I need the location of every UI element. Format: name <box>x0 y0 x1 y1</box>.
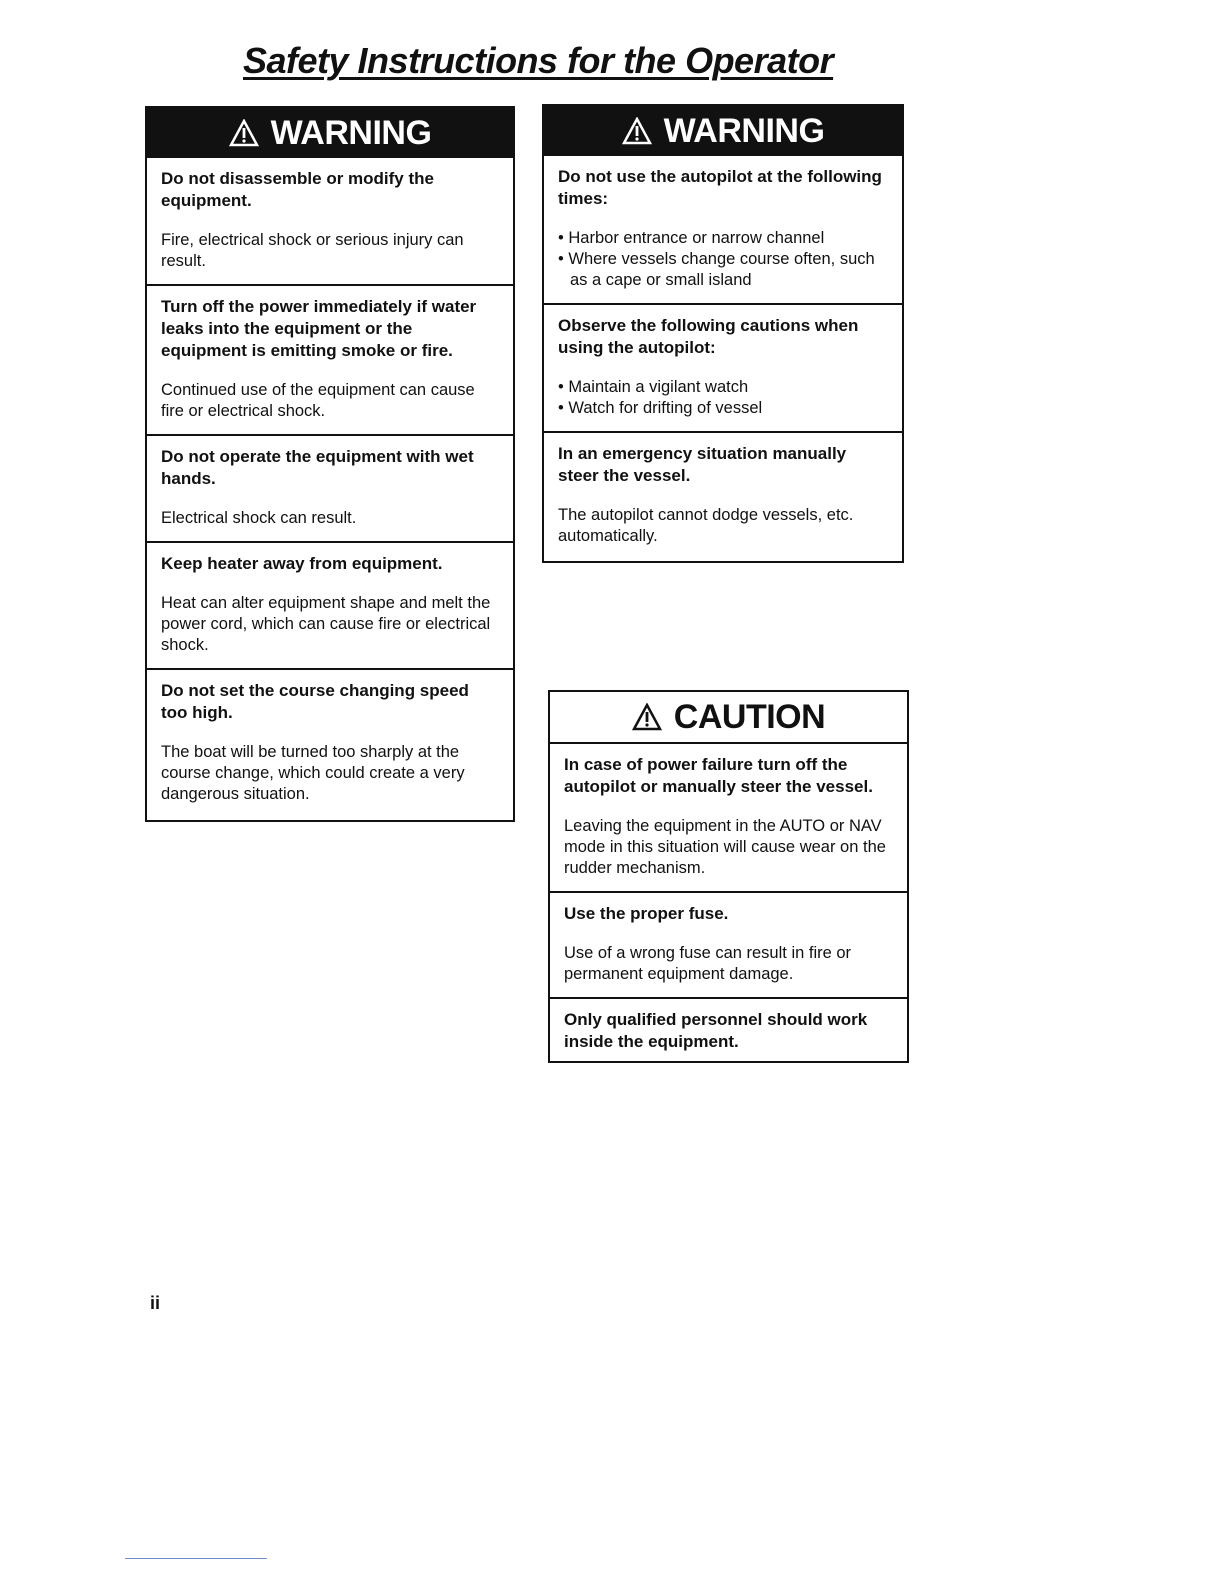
caution-panel <box>548 690 909 1063</box>
right-warning-label: WARNING <box>663 111 825 150</box>
bullet-item: • Harbor entrance or narrow channel <box>558 228 888 249</box>
caution-item <box>550 997 907 1065</box>
warning-item-title: Observe the following cautions when using the autopilot: <box>558 316 859 357</box>
page-title: Safety Instructions for the Operator <box>243 40 834 81</box>
warning-item <box>147 284 513 434</box>
caution-item-title: In case of power failure turn off the autopilot or manually steer the vessel. <box>564 755 873 796</box>
warning-item-title: Do not disassemble or modify the equipment. <box>161 169 434 210</box>
bullet-item: • Maintain a vigilant watch <box>558 377 888 398</box>
warning-item <box>147 434 513 541</box>
warning-item-title: Turn off the power immediately if water leaks into the equipment or the equipment is emitting smoke or fire. <box>161 297 477 360</box>
warning-item-body: Electrical shock can result. <box>161 509 357 527</box>
warning-item <box>544 431 902 559</box>
warning-item-title: In an emergency situation manually steer the vessel. <box>558 444 847 485</box>
warning-item-body: Continued use of the equipment can cause fire or electrical shock. <box>161 381 475 420</box>
warning-item-title: Do not set the course changing speed too high. <box>161 681 469 722</box>
caution-item-title: Use the proper fuse. <box>564 904 729 923</box>
left-warning-header <box>147 108 513 158</box>
warning-item-body: Fire, electrical shock or serious injury can result. <box>161 231 464 270</box>
left-warning-label: WARNING <box>270 113 432 152</box>
caution-item <box>550 744 907 891</box>
warning-item-title: Do not use the autopilot at the following times: <box>558 167 882 208</box>
right-warning-header <box>544 106 902 156</box>
warning-item-body <box>558 377 888 419</box>
warning-item-body: The boat will be turned too sharply at the course change, which could create a very dangerous situation. <box>161 743 465 803</box>
right-warning-panel <box>542 104 904 563</box>
footer-rule <box>125 1558 267 1559</box>
warning-triangle-icon <box>622 117 652 145</box>
warning-item-title: Keep heater away from equipment. <box>161 554 443 573</box>
page-number: ii <box>150 1293 161 1313</box>
caution-header <box>550 692 907 744</box>
warning-item-body: The autopilot cannot dodge vessels, etc. automatically. <box>558 506 854 545</box>
warning-item-body: Heat can alter equipment shape and melt the power cord, which can cause fire or electrical shock. <box>161 594 491 654</box>
warning-item <box>147 541 513 668</box>
warning-item-title: Do not operate the equipment with wet hands. <box>161 447 474 488</box>
caution-triangle-icon <box>632 703 662 731</box>
caution-item-body: Leaving the equipment in the AUTO or NAV mode in this situation will cause wear on the rudder mechanism. <box>564 817 886 877</box>
caution-item-body: Use of a wrong fuse can result in fire or permanent equipment damage. <box>564 944 852 983</box>
caution-item-title: Only qualified personnel should work inside the equipment. <box>564 1010 868 1051</box>
caution-label: CAUTION <box>673 697 826 736</box>
bullet-item: • Watch for drifting of vessel <box>558 398 888 419</box>
warning-triangle-icon <box>229 119 259 147</box>
warning-item-body <box>558 228 888 291</box>
warning-item <box>147 158 513 284</box>
warning-item <box>147 668 513 817</box>
bullet-item: • Where vessels change course often, such as a cape or small island <box>558 249 888 291</box>
left-warning-panel <box>145 106 515 822</box>
warning-item <box>544 303 902 431</box>
warning-item <box>544 156 902 303</box>
caution-item <box>550 891 907 997</box>
